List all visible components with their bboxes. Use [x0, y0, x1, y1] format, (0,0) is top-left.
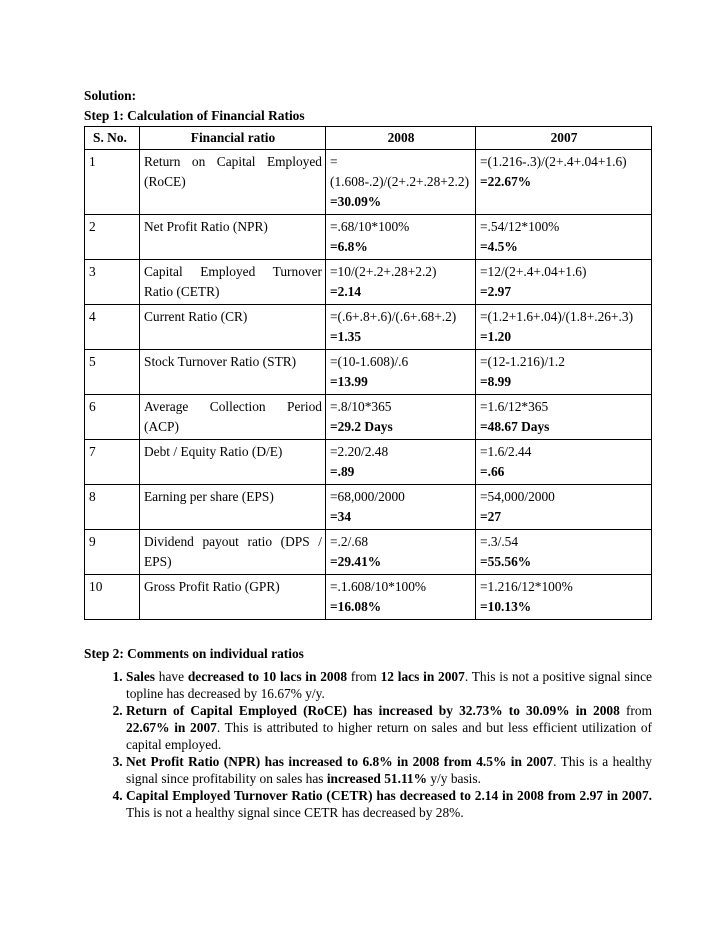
cell-2008	[326, 215, 476, 260]
result-2007: =10.13%	[480, 599, 532, 614]
cell-sno: 10	[85, 575, 140, 620]
header-2007: 2007	[476, 127, 652, 150]
table-row	[85, 575, 652, 620]
result-2008: =30.09%	[330, 194, 382, 209]
comments-list	[84, 668, 652, 821]
formula-2007: =(1.216-.3)/(2+.4+.04+1.6)	[480, 154, 627, 169]
formula-2008: =.8/10*365	[330, 399, 392, 414]
formula-2008: =(10-1.608)/.6	[330, 354, 409, 369]
cell-2007	[476, 150, 652, 215]
cell-2007	[476, 395, 652, 440]
cell-ratio: Earning per share (EPS)	[140, 485, 326, 530]
formula-2008: =68,000/2000	[330, 489, 405, 504]
cell-2008	[326, 575, 476, 620]
formula-2007: =1.6/12*365	[480, 399, 549, 414]
cell-2008	[326, 260, 476, 305]
cell-ratio: Capital Employed Turnover Ratio (CETR)	[140, 260, 326, 305]
formula-2008: =(.6+.8+.6)/(.6+.68+.2)	[330, 309, 457, 324]
solution-label: Solution:	[84, 88, 137, 103]
result-2007: =1.20	[480, 329, 512, 344]
header-ratio: Financial ratio	[140, 127, 326, 150]
result-2007: =.66	[480, 464, 505, 479]
cell-2007	[476, 485, 652, 530]
result-2008: =6.8%	[330, 239, 368, 254]
header-sno: S. No.	[85, 127, 140, 150]
result-2008: =16.08%	[330, 599, 382, 614]
formula-2007: =(1.2+1.6+.04)/(1.8+.26+.3)	[480, 309, 634, 324]
result-2008: =.89	[330, 464, 355, 479]
cell-2007	[476, 260, 652, 305]
table-row	[85, 260, 652, 305]
cell-sno: 3	[85, 260, 140, 305]
formula-2008: =10/(2+.2+.28+2.2)	[330, 264, 437, 279]
cell-sno: 4	[85, 305, 140, 350]
table-row	[85, 530, 652, 575]
table-row	[85, 350, 652, 395]
formula-2007: =12/(2+.4+.04+1.6)	[480, 264, 587, 279]
result-2007: =55.56%	[480, 554, 532, 569]
cell-sno: 6	[85, 395, 140, 440]
ratios-table-body	[85, 150, 652, 620]
cell-sno: 7	[85, 440, 140, 485]
cell-sno: 8	[85, 485, 140, 530]
table-row	[85, 150, 652, 215]
result-2008: =2.14	[330, 284, 362, 299]
cell-ratio: Net Profit Ratio (NPR)	[140, 215, 326, 260]
table-row	[85, 395, 652, 440]
cell-2007	[476, 350, 652, 395]
result-2008: =29.41%	[330, 554, 382, 569]
table-row	[85, 485, 652, 530]
result-2007: =8.99	[480, 374, 512, 389]
result-2007: =2.97	[480, 284, 512, 299]
step1-title: Step 1: Calculation of Financial Ratios	[84, 108, 305, 123]
result-2008: =29.2 Days	[330, 419, 393, 434]
cell-2008	[326, 395, 476, 440]
cell-ratio: Gross Profit Ratio (GPR)	[140, 575, 326, 620]
result-2008: =13.99	[330, 374, 368, 389]
formula-2008: =.1.608/10*100%	[330, 579, 427, 594]
ratios-table	[84, 126, 652, 620]
formula-2007: =54,000/2000	[480, 489, 555, 504]
result-2007: =4.5%	[480, 239, 518, 254]
result-2007: =27	[480, 509, 502, 524]
formula-2008: =(1.608-.2)/(2+.2+.28+2.2)	[330, 154, 470, 189]
cell-2007	[476, 305, 652, 350]
cell-2007	[476, 530, 652, 575]
formula-2007: =.54/12*100%	[480, 219, 560, 234]
cell-sno: 5	[85, 350, 140, 395]
cell-ratio: Average Collection Period (ACP)	[140, 395, 326, 440]
cell-2008	[326, 150, 476, 215]
formula-2007: =1.6/2.44	[480, 444, 532, 459]
document-page	[84, 86, 652, 821]
step2-title: Step 2: Comments on individual ratios	[84, 646, 304, 661]
cell-ratio: Debt / Equity Ratio (D/E)	[140, 440, 326, 485]
result-2008: =1.35	[330, 329, 362, 344]
formula-2007: =(12-1.216)/1.2	[480, 354, 565, 369]
cell-2007	[476, 215, 652, 260]
comment-item: 2. Return of Capital Employed (RoCE) has increased by 32.73% to 30.09% in 2008 from 22.67% in 2007. This is attributed to higher return on sales and but less efficient utilization of capital employed.	[126, 702, 652, 753]
formula-2007: =1.216/12*100%	[480, 579, 573, 594]
formula-2007: =.3/.54	[480, 534, 519, 549]
formula-2008: =.68/10*100%	[330, 219, 410, 234]
result-2007: =22.67%	[480, 174, 532, 189]
cell-2007	[476, 575, 652, 620]
result-2007: =48.67 Days	[480, 419, 550, 434]
table-header-row	[85, 127, 652, 150]
table-row	[85, 440, 652, 485]
formula-2008: =.2/.68	[330, 534, 369, 549]
result-2008: =34	[330, 509, 352, 524]
formula-2008: =2.20/2.48	[330, 444, 389, 459]
cell-2008	[326, 440, 476, 485]
header-2008: 2008	[326, 127, 476, 150]
cell-2007	[476, 440, 652, 485]
cell-2008	[326, 305, 476, 350]
cell-sno: 2	[85, 215, 140, 260]
cell-2008	[326, 350, 476, 395]
table-row	[85, 215, 652, 260]
cell-sno: 9	[85, 530, 140, 575]
cell-ratio: Stock Turnover Ratio (STR)	[140, 350, 326, 395]
comment-item: 1. Sales have decreased to 10 lacs in 2008 from 12 lacs in 2007. This is not a positive signal since topline has decreased by 16.67% y/y.	[126, 668, 652, 702]
table-row	[85, 305, 652, 350]
cell-ratio: Dividend payout ratio (DPS / EPS)	[140, 530, 326, 575]
cell-sno: 1	[85, 150, 140, 215]
comment-item: 3. Net Profit Ratio (NPR) has increased to 6.8% in 2008 from 4.5% in 2007. This is a healthy signal since profitability on sales has increased 51.11% y/y basis.	[126, 753, 652, 787]
cell-2008	[326, 485, 476, 530]
cell-2008	[326, 530, 476, 575]
cell-ratio: Current Ratio (CR)	[140, 305, 326, 350]
comment-item: 4. Capital Employed Turnover Ratio (CETR) has decreased to 2.14 in 2008 from 2.97 in 2007. This is not a healthy signal since CETR has decreased by 28%.	[126, 787, 652, 821]
cell-ratio: Return on Capital Employed (RoCE)	[140, 150, 326, 215]
